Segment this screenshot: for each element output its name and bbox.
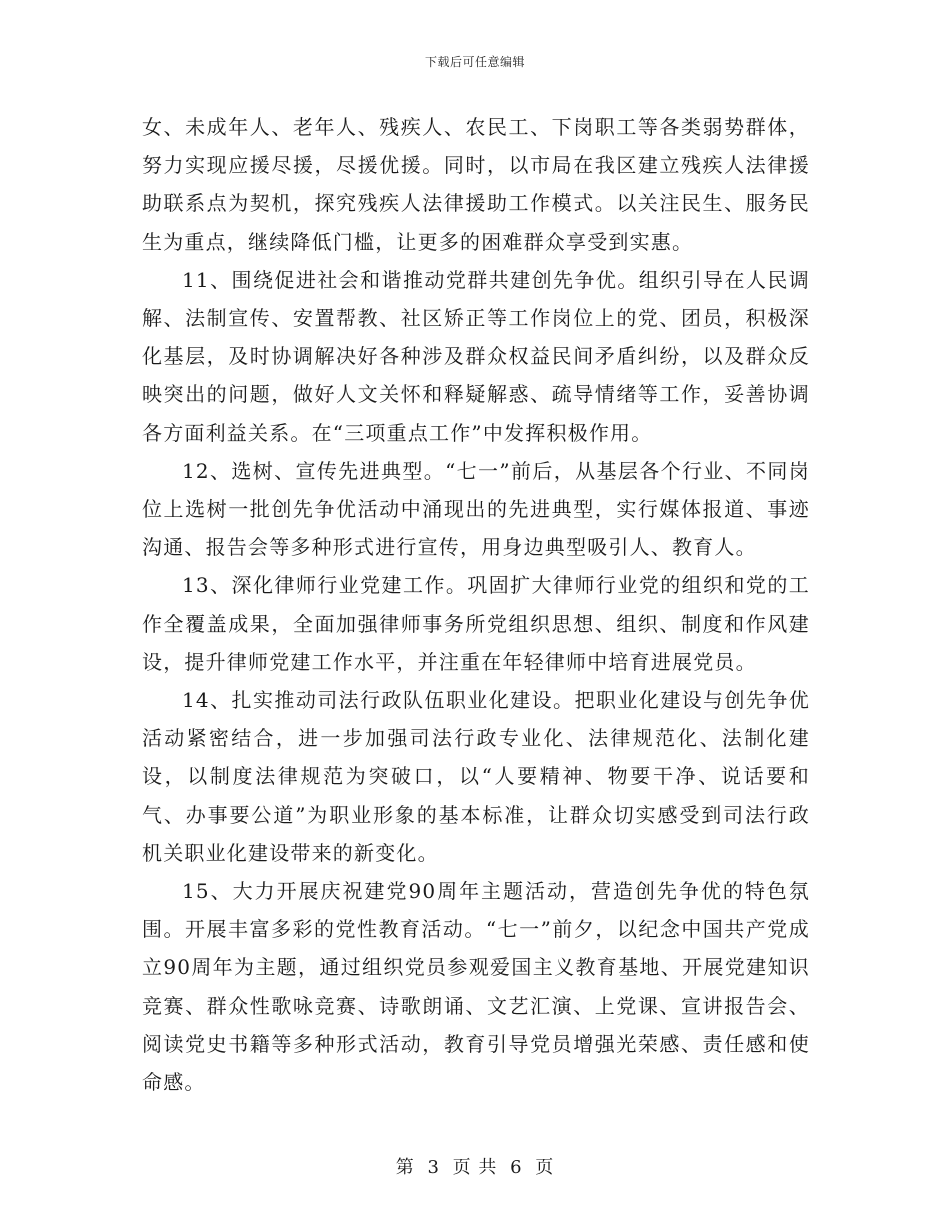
paragraph-item-12: 12、选树、宣传先进典型。“七一”前后，从基层各个行业、不同岗位上选树一批创先争优活动中涌现出的先进典型，实行媒体报道、事迹沟通、报告会等多种形式进行宣传，用身边典型吸引人、教育人。 (142, 458, 810, 560)
current-page-number: 3 (427, 1157, 440, 1178)
paragraph-item-14: 14、扎实推动司法行政队伍职业化建设。把职业化建设与创先争优活动紧密结合，进一步加强司法行政专业化、法律规范化、法制化建设，以制度法律规范为突破口，以“人要精神、物要干净、说话要和气、办事要公道”为职业形象的基本标准，让群众切实感受到司法行政机关职业化建设带来的新变化。 (142, 688, 810, 865)
footer-suffix: 页 (535, 1157, 555, 1178)
footer-prefix: 第 (395, 1157, 415, 1178)
header-note: 下载后可任意编辑 (424, 55, 525, 69)
total-pages-number: 6 (510, 1157, 523, 1178)
footer-middle: 页 共 (452, 1157, 498, 1178)
paragraph-item-15: 15、大力开展庆祝建党90周年主题活动，营造创先争优的特色氛围。开展丰富多彩的党性教育活动。“七一”前夕，以纪念中国共产党成立90周年为主题，通过组织党员参观爱国主义教育基地、开展党建知识竞赛、群众性歌咏竞赛、诗歌朗诵、文艺汇演、上党课、宣讲报告会、阅读党史书籍等多种形式活动，教育引导党员增强光荣感、责任感和使命感。 (142, 879, 810, 1095)
paragraph-continued: 女、未成年人、老年人、残疾人、农民工、下岗职工等各类弱势群体，努力实现应援尽援，尽援优援。同时，以市局在我区建立残疾人法律援助联系点为契机，探究残疾人法律援助工作模式。以关注民生、服务民生为重点，继续降低门槛，让更多的困难群众享受到实惠。 (142, 115, 810, 254)
document-body (142, 108, 810, 1101)
paragraph-item-11: 11、围绕促进社会和谐推动党群共建创先争优。组织引导在人民调解、法制宣传、安置帮教、社区矫正等工作岗位上的党、团员，积极深化基层，及时协调解决好各种涉及群众权益民间矛盾纠纷，以及群众反映突出的问题，做好人文关怀和释疑解惑、疏导情绪等工作，妥善协调各方面利益关系。在“三项重点工作”中发挥积极作用。 (142, 267, 810, 445)
page-footer (0, 1153, 950, 1179)
paragraph-item-13: 13、深化律师行业党建工作。巩固扩大律师行业党的组织和党的工作全覆盖成果，全面加强律师事务所党组织思想、组织、制度和作风建设，提升律师党建工作水平，并注重在年轻律师中培育进展党员。 (142, 573, 810, 674)
